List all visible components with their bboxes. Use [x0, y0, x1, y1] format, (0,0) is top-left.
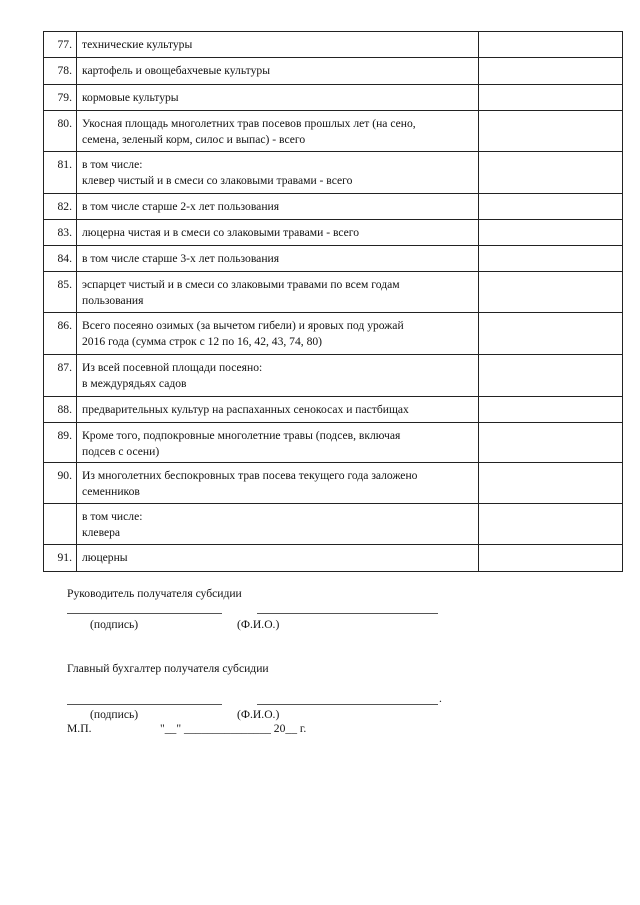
- accountant-signature-caption: (подпись): [90, 708, 139, 721]
- head-signature-caption: (подпись): [90, 618, 139, 631]
- row-description: [77, 355, 479, 397]
- table-row: [44, 111, 623, 152]
- table-row: [44, 220, 623, 246]
- table-row: [44, 58, 623, 85]
- table-row: [44, 152, 623, 194]
- row-description-line: люцерны: [82, 551, 128, 564]
- head-name-line[interactable]: [257, 613, 438, 614]
- row-number: 91.: [44, 545, 77, 572]
- row-number: 79.: [44, 85, 77, 111]
- row-description-line: в том числе:: [82, 158, 143, 171]
- table-row: [44, 355, 623, 397]
- row-value-cell[interactable]: [479, 194, 623, 220]
- table-row: [44, 463, 623, 504]
- row-description: [77, 272, 479, 313]
- row-description: [77, 194, 479, 220]
- table-row: [44, 246, 623, 272]
- row-number: 85.: [44, 272, 77, 313]
- row-description-line: Всего посеяно озимых (за вычетом гибели) и яровых под урожай: [82, 319, 404, 332]
- row-value-cell[interactable]: [479, 152, 623, 194]
- row-description: [77, 463, 479, 504]
- accountant-title: Главный бухгалтер получателя субсидии: [67, 662, 269, 675]
- row-number: 81.: [44, 152, 77, 194]
- stamp-label: М.П.: [67, 722, 92, 735]
- head-name-caption: (Ф.И.О.): [237, 618, 280, 631]
- row-value-cell[interactable]: [479, 220, 623, 246]
- row-description: [77, 313, 479, 355]
- row-description-line: предварительных культур на распаханных сенокосах и пастбищах: [82, 403, 409, 416]
- accountant-trailing-dot: .: [439, 692, 442, 705]
- row-description-line: Из всей посевной площади посеяно:: [82, 361, 263, 374]
- row-value-cell[interactable]: [479, 246, 623, 272]
- row-number: 87.: [44, 355, 77, 397]
- accountant-signature-line[interactable]: [67, 704, 222, 705]
- row-description-line: семенников: [82, 484, 140, 498]
- table-row: [44, 194, 623, 220]
- table-row: [44, 313, 623, 355]
- row-description-line: клевера: [82, 525, 121, 539]
- row-number: 77.: [44, 32, 77, 58]
- row-description-line: в том числе:: [82, 510, 143, 523]
- row-description: [77, 32, 479, 58]
- date-line: "__" _______________ 20__ г.: [160, 722, 307, 735]
- row-number: 83.: [44, 220, 77, 246]
- row-description-line: эспарцет чистый и в смеси со злаковыми травами по всем годам: [82, 278, 400, 291]
- row-description: [77, 220, 479, 246]
- row-value-cell[interactable]: [479, 85, 623, 111]
- crop-area-table: [43, 31, 623, 572]
- table-row: [44, 272, 623, 313]
- table-row: [44, 423, 623, 463]
- row-value-cell[interactable]: [479, 272, 623, 313]
- head-title: Руководитель получателя субсидии: [67, 587, 242, 600]
- row-number: 78.: [44, 58, 77, 85]
- row-description-line: пользования: [82, 293, 144, 307]
- row-description: [77, 111, 479, 152]
- row-description: [77, 504, 479, 545]
- row-description: [77, 423, 479, 463]
- row-description-line: Кроме того, подпокровные многолетние травы (подсев, включая: [82, 429, 401, 442]
- row-value-cell[interactable]: [479, 504, 623, 545]
- accountant-name-line[interactable]: [257, 704, 438, 705]
- accountant-name-caption: (Ф.И.О.): [237, 708, 280, 721]
- row-value-cell[interactable]: [479, 32, 623, 58]
- row-value-cell[interactable]: [479, 313, 623, 355]
- row-number: 86.: [44, 313, 77, 355]
- row-number: 90.: [44, 463, 77, 504]
- row-value-cell[interactable]: [479, 423, 623, 463]
- row-description-line: в междурядьях садов: [82, 376, 187, 390]
- table-row: [44, 504, 623, 545]
- table-row: [44, 85, 623, 111]
- row-description: [77, 152, 479, 194]
- row-number: 84.: [44, 246, 77, 272]
- row-description-line: подсев с осени): [82, 444, 160, 458]
- row-description-line: в том числе старше 2-х лет пользования: [82, 200, 280, 213]
- head-signature-line[interactable]: [67, 613, 222, 614]
- row-description-line: кормовые культуры: [82, 91, 179, 104]
- row-number: 88.: [44, 397, 77, 423]
- row-description: [77, 246, 479, 272]
- row-description-line: семена, зеленый корм, силос и выпас) - всего: [82, 132, 306, 146]
- row-description: [77, 545, 479, 572]
- table-row: [44, 545, 623, 572]
- row-description-line: картофель и овощебахчевые культуры: [82, 64, 270, 77]
- row-value-cell[interactable]: [479, 397, 623, 423]
- row-description-line: в том числе старше 3-х лет пользования: [82, 252, 280, 265]
- row-description: [77, 85, 479, 111]
- row-value-cell[interactable]: [479, 463, 623, 504]
- row-description: [77, 58, 479, 85]
- row-description-line: технические культуры: [82, 38, 193, 51]
- row-value-cell[interactable]: [479, 111, 623, 152]
- row-number: [44, 504, 77, 545]
- table-row: [44, 32, 623, 58]
- row-description-line: клевер чистый и в смеси со злаковыми травами - всего: [82, 173, 353, 187]
- row-description-line: Укосная площадь многолетних трав посевов прошлых лет (на сено,: [82, 117, 416, 130]
- row-number: 80.: [44, 111, 77, 152]
- table-row: [44, 397, 623, 423]
- row-value-cell[interactable]: [479, 355, 623, 397]
- row-number: 82.: [44, 194, 77, 220]
- row-description-line: Из многолетних беспокровных трав посева текущего года заложено: [82, 469, 418, 482]
- row-description-line: люцерна чистая и в смеси со злаковыми травами - всего: [82, 226, 360, 239]
- row-value-cell[interactable]: [479, 58, 623, 85]
- row-description: [77, 397, 479, 423]
- row-description-line: 2016 года (сумма строк с 12 по 16, 42, 43, 74, 80): [82, 334, 323, 348]
- row-number: 89.: [44, 423, 77, 463]
- row-value-cell[interactable]: [479, 545, 623, 572]
